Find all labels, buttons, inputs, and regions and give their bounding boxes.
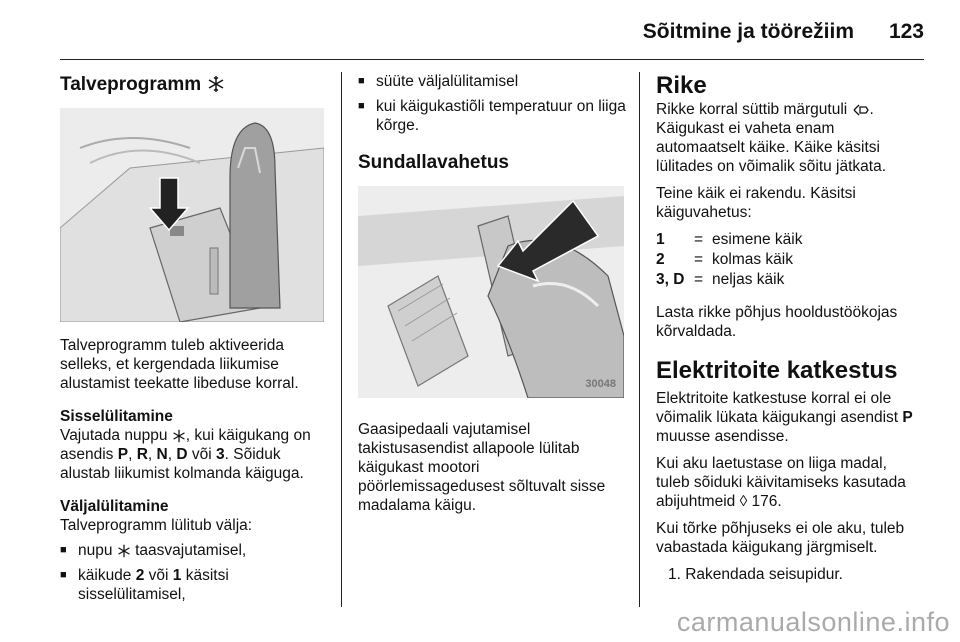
page-header [0, 0, 960, 62]
kickdown-description: Gaasipedaali vajutamisel takistusasendist allapoole lülitab käigukast mootori pöörlemissagedusest sõltuvalt sisse madalama käigu. [358, 421, 606, 514]
heading-winter-program: Talveprogramm [60, 73, 202, 95]
pedal-illustration [358, 186, 624, 398]
figure-number: 30048 [585, 378, 616, 390]
table-value: esimene käik [712, 231, 803, 248]
transmission-warning-icon [852, 103, 870, 117]
chapter-title: Sõitmine ja töörežiim [642, 20, 854, 43]
gear-lever-illustration [60, 108, 324, 322]
bullet-mark: ■ [358, 100, 365, 112]
fault-description: Käigukast ei vaheta enam automaatselt käike. Käike käsitsi lülitades on võimalik sõitu jätkata. [656, 120, 887, 175]
list-item: ■ kui käigukastiõli temperatuur on liiga kõrge. [358, 98, 626, 134]
column-2 [358, 72, 626, 515]
heading-fault: Rike [656, 72, 707, 99]
column-divider-2 [639, 72, 640, 607]
figure-gear-lever [60, 108, 324, 322]
list-item: ■ nupu taasvajutamisel, [60, 542, 247, 559]
winter-description: Talveprogramm tuleb aktiveerida selleks, et kergendada liikumise alustamist teekatte libeduse korral. [60, 337, 299, 392]
table-key: 3, D [656, 271, 685, 288]
figure-kickdown [358, 186, 624, 398]
bullet-mark: ■ [60, 569, 67, 581]
fault-second-gear: Teine käik ei rakendu. Käsitsi käiguvahetus: [656, 185, 856, 221]
fault-warning: Rikke korral süttib märgutuli . [656, 101, 874, 118]
lever-release: Kui tõrke põhjuseks ei ole aku, tuleb vabastada käigukang järgmiselt. [656, 520, 905, 556]
table-value: kolmas käik [712, 251, 793, 268]
heading-power-interruption: Elektritoite katkestus [656, 357, 898, 384]
subheading-disable: Väljalülitamine [60, 498, 169, 515]
bullet-mark: ■ [60, 544, 67, 556]
snowflake-icon [172, 429, 186, 443]
list-item: ■ käikude 2 või 1 käsitsi sisselülitamisel, [60, 567, 229, 603]
fault-service: Lasta rikke põhjus hooldustöökojas kõrvaldada. [656, 304, 898, 340]
column-3 [656, 72, 924, 584]
table-eq: = [694, 231, 704, 248]
table-eq: = [694, 271, 704, 288]
table-value: neljas käik [712, 271, 785, 288]
section-heading-winter [60, 72, 328, 96]
column-1 [60, 72, 328, 604]
heading-kickdown: Sundallavahetus [358, 152, 509, 173]
page-ref-arrow-icon: ◊ [739, 493, 752, 510]
step-1: 1. Rakendada seisupidur. [668, 566, 843, 583]
page-number: 123 [888, 20, 924, 43]
watermark: carmanualsonline.info [676, 607, 950, 637]
enable-instructions: Vajutada nuppu , kui käigukang on asendis P, R, N, D või 3. Sõiduk alustab liikumist kolmanda käiguga. [60, 427, 311, 482]
column-divider-1 [341, 72, 342, 607]
table-key: 2 [656, 251, 665, 268]
snowflake-icon [207, 75, 225, 93]
disable-intro: Talveprogramm lülitub välja: [60, 517, 253, 534]
battery-low: Kui aku laetustase on liiga madal, tuleb sõiduki käivitamiseks kasutada abijuhtmeid ◊ 176. [656, 455, 906, 510]
gear-table [656, 230, 924, 289]
snowflake-icon [117, 544, 131, 558]
subheading-enable: Sisselülitamine [60, 408, 173, 425]
list-item: ■ süüte väljalülitamisel [358, 73, 519, 90]
bullet-mark: ■ [358, 75, 365, 87]
header-divider [60, 59, 924, 60]
power-description: Elektritoite katkestuse korral ei ole võimalik lükata käigukangi asendist P muusse asendisse. [656, 390, 913, 445]
table-eq: = [694, 251, 704, 268]
table-key: 1 [656, 231, 665, 248]
